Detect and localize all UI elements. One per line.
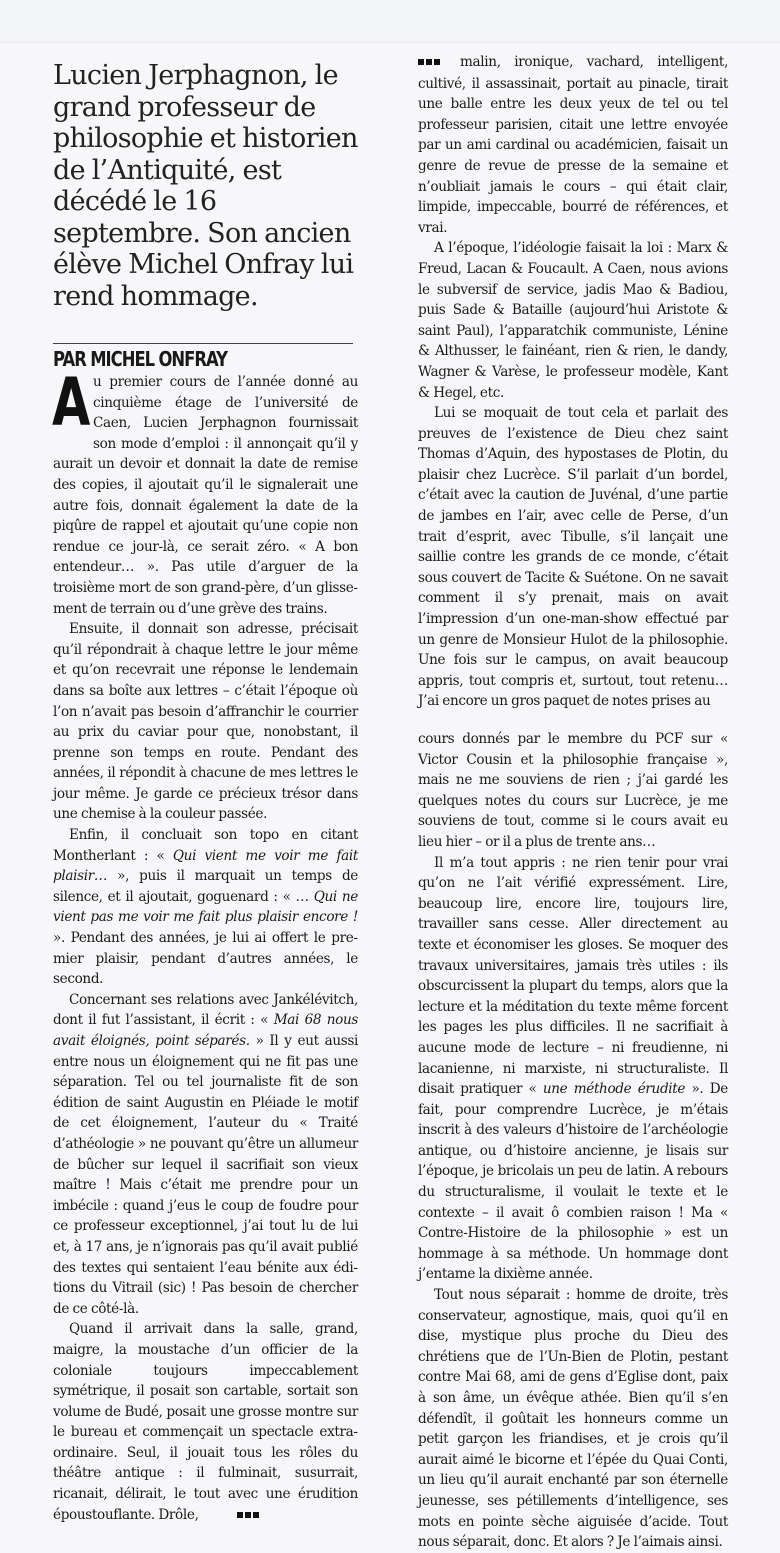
paragraph-10: Tout nous séparait : homme de droite, très conservateur, agnostique, mais, quoi qu’il en dise, mystique plus proche du Dieu des chrétiens que de l’Un-Bien de Plotin, pestant contre Mai 68, ami de gens d’Eglise dont, paix à son âme, un évêque athée. Bien qu’il s’en défendît, il goûtait les honneurs comme un petit garçon les friandises, et je crois qu’il aurait aimé le bicorne et l’épée du Quai Conti, un lieu qu’il aurait enchanté par son éternelle jeunesse, ses pétillements d’intelligence, ses mots en pointe sèche aiguisée d’acide. Tout nous séparait, donc. Et alors ? Je l’aimais ainsi. [418,1287,728,1551]
page-top-margin [0,0,780,43]
quote-italic: Qui vient me voir me fait plaisir… [53,847,358,885]
quote-italic: … Qui ne vient pas me voir me fait plus plaisir encore ! [53,888,358,926]
paragraph-text: ». De fait, pour comprendre Lucrèce, je m’étais inscrit à des valeurs d’histoire de l’archéologie antique, ou d’histoire ancienne, je lisais sur l’époque, je bricolais un peu de latin. A rebours du structuralisme, il voulait le texte et le contexte – il avait ô combien raison ! Ma « Contre-Histoire de la philosophie » est un hommage à sa méthode. Un hommage dont j’entame la dixième année. [418,1081,729,1283]
quote-italic: Mai 68 nous avait éloignés, point séparés. [53,1012,358,1049]
byline-divider [53,343,353,344]
paragraph-8-continued: cours donnés par le membre du PCF sur « Victor Cousin et la philosophie française », mais ne me souviens de rien ; j’ai gardé les quelques notes du cours sur Lucrèce, je me souviens de tout, comme si le cours avait eu lieu hier – or il a plus de trente ans… [418,731,728,850]
paragraph-text: » Il y eut aussi entre nous un éloignement qui ne fit pas une séparation. Tel ou tel journaliste fit de son édition de saint Augustin en Pléiade le motif de cet éloignement, l’auteur du « Traité d’athéologie » ne pouvant qu’être un allumeur de bûcher sur lequel il sacrifiait son vieux maître ! Mais c’était me prendre pour un imbécile : quand j’eus le coup de foudre pour ce professeur exceptionnel, j’ai tout lu de lui et, à 17 ans, je n’ignorais pas qu’il avait publié des textes qui sentaient l’eau bénite aux éditions du Vitrail (sic) ! Pas besoin de chercher de ce côté-là. [53,1033,358,1317]
paragraph-6 [418,52,728,238]
article-lede: Lucien Jerphagnon, le grand professeur de philosophie et historien de l’Antiquité, est décédé le 16 septembre. Son ancien élève Michel Onfray lui rend hommage. [53,60,358,312]
paragraph-3 [53,825,358,990]
paragraph-7: A l’époque, l’idéologie faisait la loi : Marx & Freud, Lacan & Foucault. A Caen, nous avions le subversif de service, jadis Mao & Badiou, puis Sade & Bataille (aujourd’hui Aristote & saint Paul), l’apparatchik communiste, Lénine & Althusser, le fainéant, rien & rien, le dandy, Wagner & Varèse, le professeur modèle, Kant & Hegel, etc. [418,240,728,401]
paragraph-text: », puis il marquait un temps de silence, et il ajoutait, goguenard : « [53,868,358,905]
paragraph-text: Concernant ses relations avec Jankélévitch, dont il fut l’assistant, il écrit : « [53,991,358,1029]
page-fold-gap [418,712,728,729]
paragraph-text: u premier cours de l’année donné au cinquième étage de l’université de Caen, Lucien Jerphagnon fournissait son mode d’emploi : il annonçait qu’il y aurait un devoir et donnait la date de remise des copies, il ajoutait qu’il le signalerait une autre fois, donnait également la date de la piqûre de rappel et ajoutait qu’une copie non rendue ce jour-là, ce serait zéro. « A bon entendeur… ». Pas utile d’arguer de la troisième mort de son grand-père, d’un glissement de terrain ou d’une grève des trains. [53,374,358,617]
left-column [53,60,358,1526]
paragraph-1 [52,364,358,619]
paragraph-text: Il m’a tout appris : ne rien tenir pour vrai qu’on ne l’ait vérifié expressément. Lire, beaucoup lire, encore lire, toujours lire, travailler sans cesse. Aller directement au texte et économiser les gloses. Se moquer des travaux universitaires, jamais très utiles : ils obscurcissent la plupart du temps, alors que la lecture et la méditation du texte même forcent les pages les plus difficiles. Il ne sacrifiait à aucune mode de lecture – ni freudienne, ni lacanienne, ni marxiste, ni structuraliste. Il disait pratiquer « [418,854,728,1098]
paragraph-8: Lui se moquait de tout cela et parlait des preuves de l’existence de Dieu chez saint Thomas d’Aquin, des hypostases de Plotin, du plaisir chez Lucrèce. S’il parlait d’un bordel, c’était avec la caution de Juvénal, d’une partie de jambes en l’air, avec celle de Perse, d’un trait d’esprit, avec Tibulle, s’il lançait une saillie contre les grands de ce monde, c’était sous couvert de Tacite & Suétone. On ne savait comment il s’y prenait, mais on avait l’impression d’un one-man-show effectué par un genre de Monsieur Hulot de la philosophie. Une fois sur le campus, on avait beaucoup appris, tout compris et, surtout, tout retenu… J’ai encore un gros paquet de notes prises au [418,405,728,710]
continuation-squares-icon [418,53,442,74]
paragraph-5 [53,1319,358,1526]
paragraph-text: ». Pendant des années, je lui ai offert le premier plaisir, pendant d’autres années, le second. [53,930,358,988]
paragraph-text: malin, ironique, vachard, intelligent, cultivé, il assassinait, portait au pinacle, tirait une balle entre les deux yeux de tel ou tel professeur parisien, citait une lettre envoyée par un ami cardinal ou académicien, faisait un genre de revue de presse de la semaine et n’oubliait jamais le cours – qui était clair, limpide, impeccable, bourré de références, et vrai. [418,54,728,236]
right-column [418,52,728,1553]
continued-squares-icon [221,1506,261,1527]
quote-italic: une méthode érudite [542,1081,686,1098]
drop-cap: A [52,364,91,441]
byline: PAR MICHEL ONFRAY [53,347,228,371]
paragraph-text: Quand il arrivait dans la salle, grand, maigre, la moustache d’un officier de la coloniale toujours impeccablement symétrique, il posait son cartable, sortait son volume de Budé, posait une grosse montre sur le bureau et commençait un spectacle extraordinaire. Seul, il jouait tous les rôles du théâtre antique : il fulminait, susurrait, ricanait, délirait, le tout avec une érudition époustouflante. Drôle, [53,1321,358,1523]
paragraph-4 [53,990,358,1320]
paragraph-9 [418,853,728,1285]
paragraph-text: Enfin, il concluait son topo en citant Montherlant : « [53,827,358,864]
paragraph-2: Ensuite, il donnait son adresse, précisait qu’il répondrait à chaque lettre le jour même et qu’on recevrait une réponse le lendemain dans sa boîte aux lettres – c’était l’époque où l’on n’avait pas besoin d’affranchir le courrier au prix du caviar pour que, nonobstant, il prenne son temps en route. Pendant des années, il répondit à chacune de mes lettres le jour même. Je garde ce précieux trésor dans une chemise à la couleur passée. [53,621,358,823]
